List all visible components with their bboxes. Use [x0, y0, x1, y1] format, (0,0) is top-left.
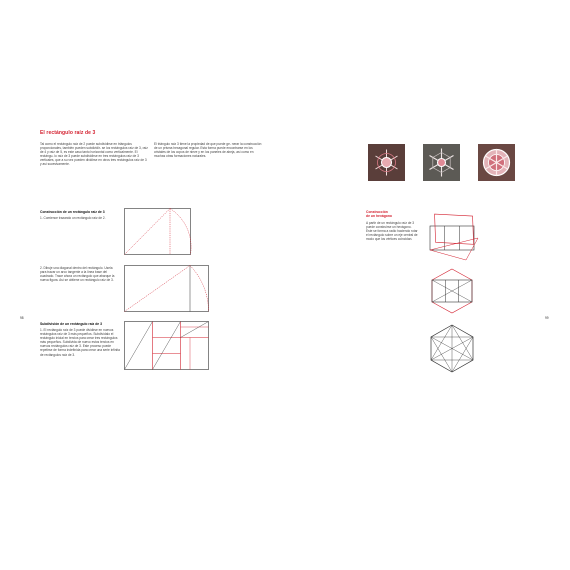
hexagon-heading-line1: Construcción: [366, 210, 388, 214]
construction-heading: Construcción de un rectángulo raíz de 3: [40, 210, 105, 214]
hexagon-diagram-rotated-rect: [420, 210, 485, 262]
diagram-root3-rectangle: [124, 265, 210, 313]
intro-column-1: Tal como el rectángulo raíz de 2 puede subdividirse en triángulos proporcionales, también pueden subdividir- se los rectángulos raíz de 3, raíz de 4 y raíz de 5, es este caso tanto horizontal como verticalmente. El rectángu- lo raíz de 3 puede subdividirse en tres rectángulos raíz de 3 verticales, que a su vez pueden dividirse en otros tres rectángulos raíz de 3 y así sucesivamente.: [40, 142, 148, 167]
intro-column-2: El triángulo raíz 3 tiene la propiedad de que puede ge- nerar la construcción de un prisma hexagonal regular. Esta forma puede encontrarse en los cristales de los copos de nieve y en los paneles de abeja, así como en muchas otras formaciones naturales.: [154, 142, 262, 159]
snowflake-photo-3: [478, 144, 515, 181]
construction-step-1: 1. Comience trazando un rectángulo raíz de 2.: [40, 216, 106, 220]
section-title: El rectángulo raíz de 3: [40, 130, 96, 136]
snowflake-photo-1: [368, 144, 405, 181]
subdivision-heading: Subdivisión de un rectángulo raíz de 3: [40, 322, 102, 326]
page-number-left: 98: [20, 316, 24, 320]
construction-step-2: 2. Dibuje una diagonal dentro del rectángulo. Usela para trazar un arco tangente a la línea base del cuadrado. Trace ahora un rectángulo que abarque la nueva figura. Así se obtiene un rectángulo raíz de 3.: [40, 266, 115, 283]
hexagon-text: A partir de un rectángulo raíz de 3 puede construirse un hexágono. Este se forma a radio haciendo rotar el rectángulo sobre un eje central de modo que los vértices coincidan.: [366, 221, 418, 242]
hexagon-diagram-overlay: [420, 266, 485, 316]
hexagon-diagram-final: [420, 322, 485, 374]
page-number-right: 99: [545, 316, 549, 320]
hexagon-heading-line2: de un hexágono: [366, 214, 392, 218]
diagram-root2-rectangle: [124, 208, 192, 256]
subdivision-text: 1. El rectángulo raíz de 3 puede dividirse en nuevos rectángulos raíz de 3 más pequeños. Subdivídalo el rectángulo inicial en tercios para crear tres rectángulos más pequeños. Subdivida de nuevo estos tercios en nuevos rectángulos raíz de 3. Este proceso puede repetirse de forma indefinida para crear una serie infinita de rectángulos raíz de 3.: [40, 328, 120, 357]
snowflake-photo-2: [423, 144, 460, 181]
diagram-subdivision: [124, 321, 210, 371]
